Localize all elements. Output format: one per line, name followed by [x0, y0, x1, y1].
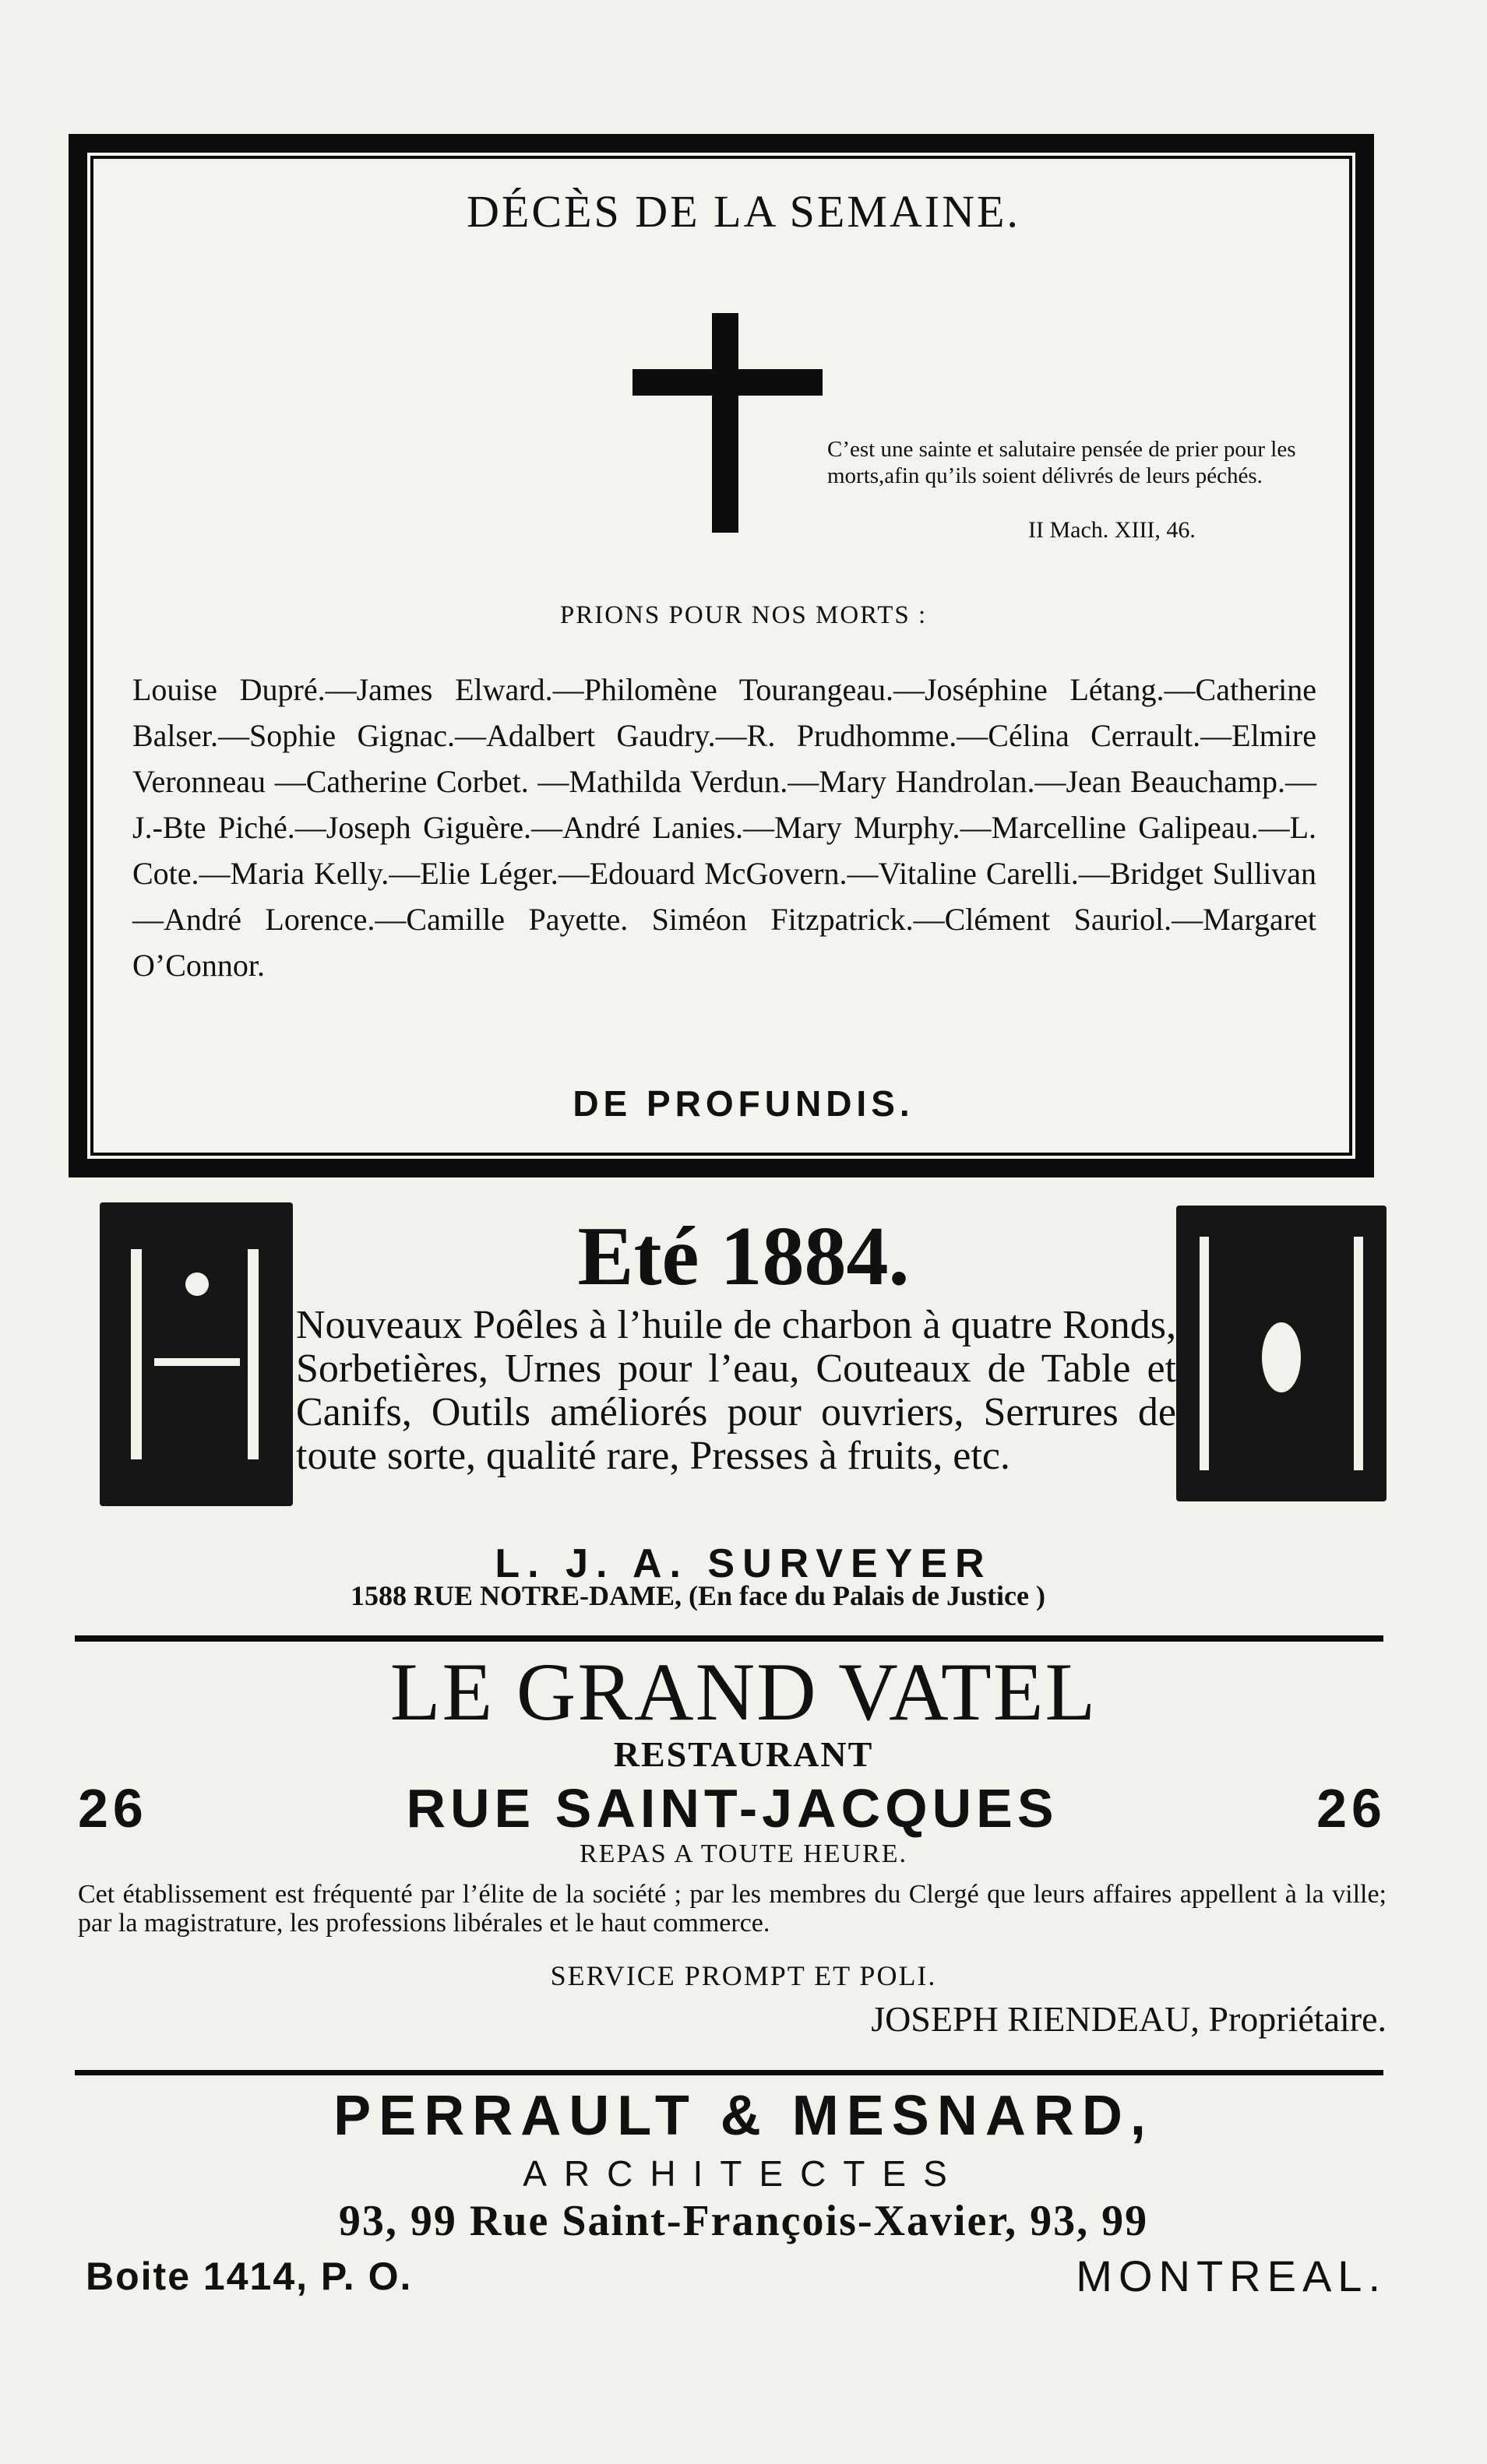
street-name: RUE SAINT-JACQUES [406, 1778, 1059, 1839]
death-notice-title: DÉCÈS DE LA SEMAINE. [467, 186, 1020, 237]
ad-headline: Eté 1884. [577, 1210, 910, 1303]
firm-city: MONTREAL. [1076, 2251, 1387, 2300]
de-profundis: DE PROFUNDIS. [573, 1083, 914, 1124]
section-divider-2 [75, 2070, 1383, 2075]
restaurant-name: LE GRAND VATEL [389, 1646, 1098, 1737]
death-notice-inner-border [90, 156, 1352, 1156]
scripture-quote: C’est une sainte et salutaire pensée de prier pour les morts,afin qu’ils soient délivrés de leurs péchés. [827, 437, 1296, 488]
merchant-address: 1588 RUE NOTRE-DAME, (En face du Palais de Justice ) [351, 1580, 1045, 1611]
ad-description: Nouveaux Poêles à l’huile de charbon à quatre Ronds, Sorbetières, Urnes pour l’eau, Couteaux de Table et Canifs, Outils améliorés pour ouvriers, Serrures de toute sorte, qualité rare, Presses à fruits, etc. [296, 1303, 1176, 1478]
prayer-heading: PRIONS POUR NOS MORTS : [559, 601, 928, 629]
restaurant-street-line [78, 1777, 1387, 1839]
firm-profession: ARCHITECTES [523, 2153, 964, 2194]
section-divider [75, 1635, 1383, 1642]
firm-street: 93, 99 Rue Saint-François-Xavier, 93, 99 [338, 2197, 1149, 2245]
street-number-left: 26 [78, 1778, 148, 1839]
street-number-right: 26 [1316, 1778, 1387, 1839]
restaurant-owner: JOSEPH RIENDEAU, Propriétaire. [871, 1999, 1387, 2039]
scripture-reference: II Mach. XIII, 46. [1028, 517, 1196, 543]
restaurant-label: RESTAURANT [613, 1734, 874, 1774]
restaurant-service: SERVICE PROMPT ET POLI. [550, 1960, 937, 1991]
cross-icon-bar [633, 369, 823, 396]
firm-name: PERRAULT & MESNARD, [333, 2085, 1154, 2147]
deceased-names: Louise Dupré.—James Elward.—Philomène Tourangeau.—Joséphine Létang.—Catherine Balser.—Sophie Gignac.—Adalbert Gaudry.—R. Prudhomme.—Célina Cerrault.—Elmire Veronneau —Catherine Corbet. —Mathilda Verdun.—Mary Handrolan.—Jean Beauchamp.—J.-Bte Piché.—Joseph Giguère.—André Lanies.—Mary Murphy.—Marcelline Galipeau.—L. Cote.—Maria Kelly.—Elie Léger.—Edouard McGovern.—Vitaline Carelli.—Bridget Sullivan —André Lorence.—Camille Payette. Siméon Fitzpatrick.—Clément Sauriol.—Margaret O’Connor. [132, 672, 1316, 983]
firm-po-box: Boite 1414, P. O. [86, 2255, 413, 2298]
restaurant-hours: REPAS A TOUTE HEURE. [579, 1839, 907, 1868]
restaurant-description: Cet établissement est fréquenté par l’élite de la société ; par les membres du Clergé que leurs affaires appellent à la ville; par la magistrature, les professions libérales et le haut commerce. [78, 1880, 1387, 1938]
merchant-name: L. J. A. SURVEYER [495, 1541, 992, 1586]
cross-icon [712, 313, 738, 533]
